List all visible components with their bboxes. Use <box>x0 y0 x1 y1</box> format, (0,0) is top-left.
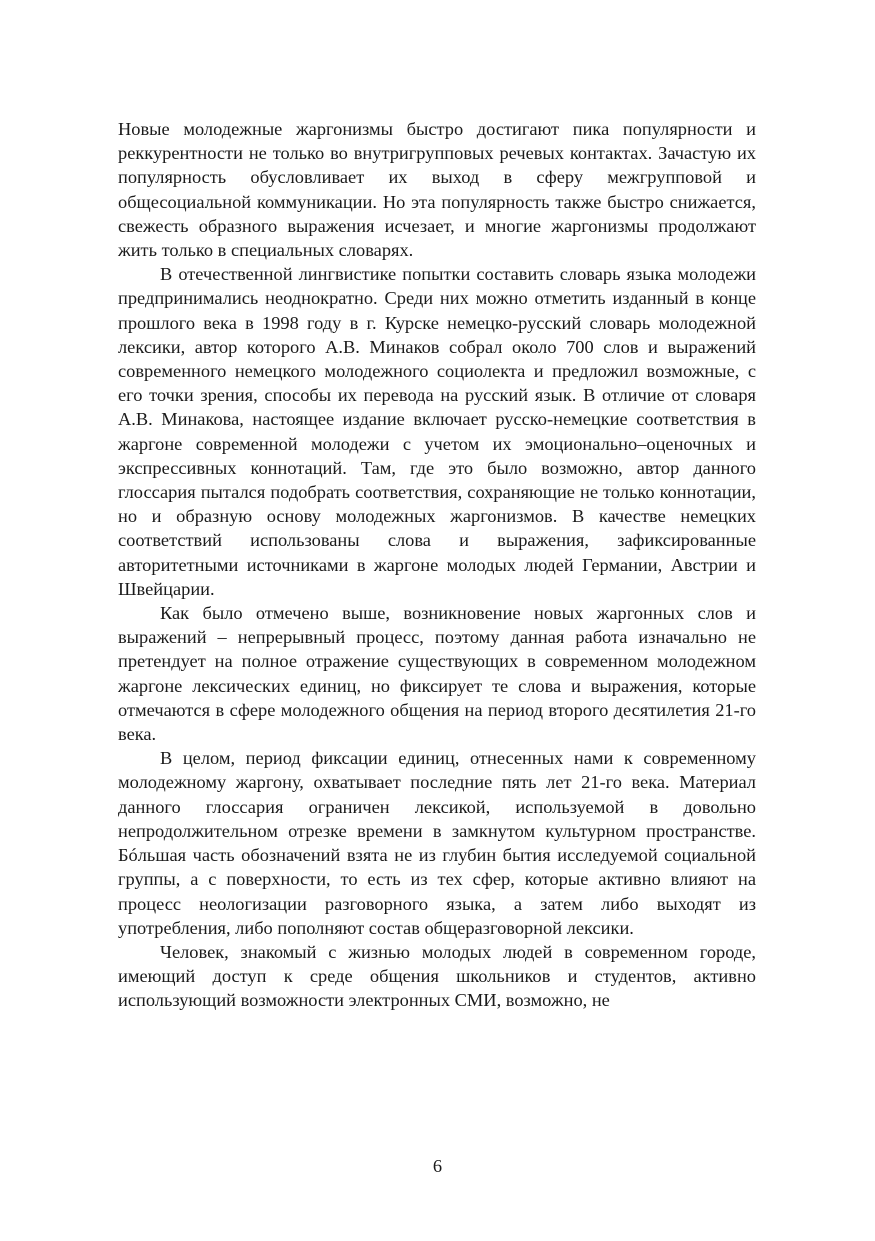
paragraph-1: Новые молодежные жаргонизмы быстро достигают пика популярности и реккурентности не только во внутригрупповых речевых контактах. Зачастую их популярность обусловливает их выход в сферу межгрупповой и общесоциальной коммуникации. Но эта популярность также быстро снижается, свежесть образного выражения исчезает, и многие жаргонизмы продолжают жить только в специальных словарях. <box>118 119 756 261</box>
paragraph-5: Человек, знакомый с жизнью молодых людей в современном городе, имеющий доступ к среде общения школьников и студентов, активно использующий возможности электронных СМИ, возможно, не <box>118 941 756 1011</box>
paragraph-2: В отечественной лингвистике попытки составить словарь языка молодежи предпринимались неоднократно. Среди них можно отметить изданный в конце прошлого века в 1998 году в г. Курске немецко-русский словарь молодежной лексики, автор которого А.В. Минаков собрал около 700 слов и выражений современного немецкого молодежного социолекта и предложил возможные, с его точки зрения, способы их перевода на русский язык. В отличие от словаря А.В. Минакова, настоящее издание включает русско-немецкие соответствия в жаргоне современной молодежи с учетом их эмоционально–оценочных и экспрессивных коннотаций. Там, где это было возможно, автор данного глоссария пытался подобрать соответствия, сохраняющие не только коннотации, но и образную основу молодежных жаргонизмов. В качестве немецких соответствий использованы слова и выражения, зафиксированные авторитетными источниками в жаргоне молодых людей Германии, Австрии и Швейцарии. <box>118 264 756 599</box>
page-body <box>118 117 756 1013</box>
paragraph-4: В целом, период фиксации единиц, отнесенных нами к современному молодежному жаргону, охватывает последние пять лет 21-го века. Материал данного глоссария ограничен лексикой, используемой в довольно непродолжительном отрезке времени в замкнутом культурном пространстве. Бóльшая часть обозначений взята не из глубин бытия исследуемой социальной группы, а с поверхности, то есть из тех сфер, которые активно влияют на процесс неологизации разговорного языка, а затем либо выходят из употребления, либо пополняют состав общеразговорной лексики. <box>118 748 756 938</box>
page-number: 6 <box>432 1156 443 1176</box>
paragraph-3: Как было отмечено выше, возникновение новых жаргонных слов и выражений – непрерывный процесс, поэтому данная работа изначально не претендует на полное отражение существующих в современном молодежном жаргоне лексических единиц, но фиксирует те слова и выражения, которые отмечаются в сфере молодежного общения на период второго десятилетия 21-го века. <box>118 603 756 745</box>
